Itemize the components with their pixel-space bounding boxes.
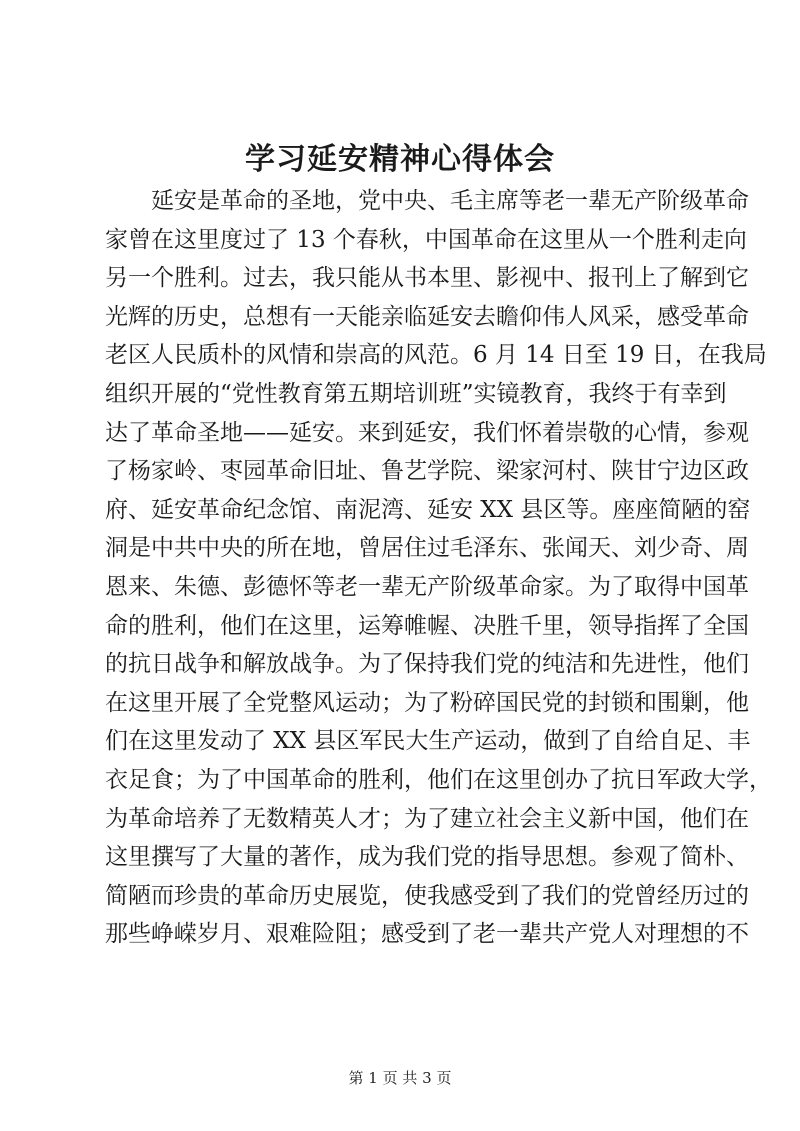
body-line: 延安是革命的圣地，党中央、毛主席等老一辈无产阶级革命 — [151, 188, 749, 214]
body-line: 了杨家岭、枣园革命旧址、鲁艺学院、梁家河村、陕甘宁边区政 — [105, 458, 749, 485]
document-title: 学习延安精神心得体会 — [245, 142, 555, 177]
body-line: 命的胜利，他们在这里，运筹帷幄、决胜千里，领导指挥了全国 — [105, 612, 749, 639]
body-line: 光辉的历史，总想有一天能亲临延安去瞻仰伟人风采，感受革命 — [105, 303, 749, 330]
body-line: 们在这里发动了 XX 县区军民大生产运动，做到了自给自足、丰 — [105, 728, 751, 755]
body-line: 这里撰写了大量的著作，成为我们党的指导思想。参观了简朴、 — [105, 844, 749, 871]
body-line: 组织开展的“党性教育第五期培训班”实镜教育，我终于有幸到 — [105, 380, 727, 407]
body-line: 家曾在这里度过了 13 个春秋，中国革命在这里从一个胜利走向 — [105, 226, 747, 253]
body-line: 在这里开展了全党整风运动；为了粉碎国民党的封锁和围剿，他 — [105, 689, 749, 716]
document-body — [105, 182, 772, 954]
body-line: 恩来、朱德、彭德怀等老一辈无产阶级革命家。为了取得中国革 — [105, 573, 749, 600]
body-line: 洞是中共中央的所在地，曾居住过毛泽东、张闻天、刘少奇、周 — [105, 535, 749, 562]
body-line: 那些峥嵘岁月、艰难险阻；感受到了老一辈共产党人对理想的不 — [105, 921, 749, 948]
body-line: 简陋而珍贵的革命历史展览，使我感受到了我们的党曾经历过的 — [105, 882, 749, 909]
body-line: 达了革命圣地——延安。来到延安，我们怀着崇敬的心情，参观 — [105, 419, 749, 446]
body-line: 为革命培养了无数精英人才；为了建立社会主义新中国，他们在 — [105, 805, 749, 832]
page-footer: 第 1 页 共 3 页 — [348, 1069, 452, 1087]
body-line: 府、延安革命纪念馆、南泥湾、延安 XX 县区等。座座简陋的窑 — [105, 496, 751, 523]
body-line: 老区人民质朴的风情和崇高的风范。6 月 14 日至 19 日，在我局 — [105, 342, 767, 369]
body-line: 另一个胜利。过去，我只能从书本里、影视中、报刊上了解到它 — [105, 265, 749, 292]
body-line: 的抗日战争和解放战争。为了保持我们党的纯洁和先进性，他们 — [105, 651, 749, 678]
body-line: 衣足食；为了中国革命的胜利，他们在这里创办了抗日军政大学， — [105, 766, 772, 793]
